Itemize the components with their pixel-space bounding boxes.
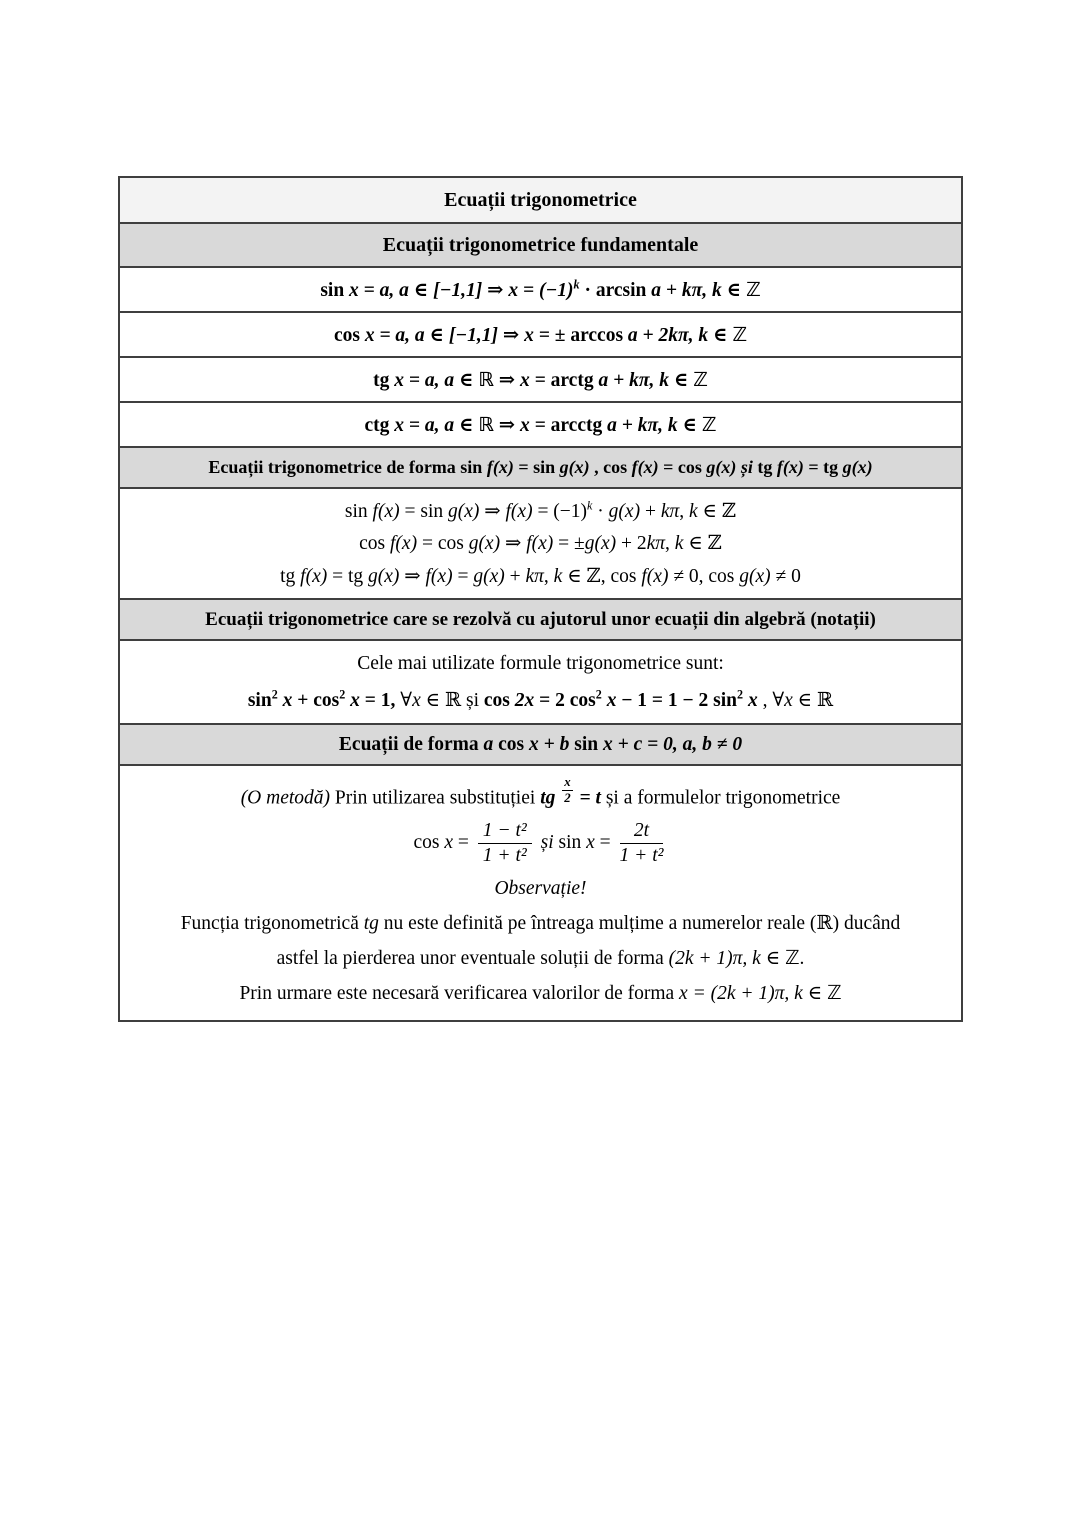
table-title-row — [120, 178, 961, 222]
forma-formulas-cell — [120, 487, 961, 598]
table-title: Ecuații trigonometrice — [444, 188, 637, 211]
formula-row-ctg — [120, 401, 961, 446]
metoda-line: (O metodă) Prin utilizarea substituției tg $\frac{x}{2}$ = t și a formulelor trigonometrice — [240, 775, 841, 809]
formula-sin-fg: sin f(x) = sin g(x) ⇒ $f(x) = (-1)^k \cdot g(x) + k\pi$, k ∈ ℤ — [344, 498, 737, 523]
formula-tg: tg x = a, a ∈ ℝ ⇒ x = arctg a + kπ, k ∈ ℤ — [373, 369, 708, 391]
note-line-2: astfel la pierderea unor eventuale soluții de forma (2k + 1)π, k ∈ ℤ. — [276, 948, 805, 969]
formula-tg-fg: tg f(x) = tg g(x) ⇒ f(x) = g(x) + kπ, k ∈ ℤ, cos f(x) ≠ 0, cos g(x) ≠ 0 — [280, 565, 801, 587]
note-line-1: Funcția trigonometrică tg nu este definită pe întreaga mulțime a numerelor reale (ℝ) ducând — [180, 913, 901, 935]
algebra-formulas-cell — [120, 639, 961, 723]
section-header-fundamentale — [120, 222, 961, 266]
observatie-label: Observație! — [494, 878, 587, 900]
section-header-fundamentale-label: Ecuații trigonometrice fundamentale — [382, 233, 699, 256]
section-header-algebra-label: Ecuații trigonometrice care se rezolvă cu ajutorul unor ecuații din algebră (notații) — [205, 608, 876, 630]
formula-row-sin — [120, 266, 961, 311]
formula-ctg: ctg x = a, a ∈ ℝ ⇒ x = arcctg a + kπ, k ∈ ℤ — [364, 414, 717, 436]
algebra-formula: $\sin^2 x + \cos^2 x = 1$, ∀x ∈ ℝ și cos 2x = 2 $\cos^2 x - 1 = 1 - 2$ $\sin^2 x$ , ∀x ∈ ℝ — [247, 687, 834, 711]
section-header-forma-label: Ecuații trigonometrice de forma sin f(x) = sin g(x) , cos f(x) = cos g(x) și tg f(x) = tg g(x) — [208, 457, 873, 477]
section-header-forma — [120, 446, 961, 487]
formula-row-tg — [120, 356, 961, 401]
algebra-intro: Cele mai utilizate formule trigonometrice sunt: — [357, 652, 724, 674]
formula-cos-fg: cos f(x) = cos g(x) ⇒ f(x) = ±g(x) + 2kπ, k ∈ ℤ — [359, 533, 722, 555]
metoda-cell — [120, 764, 961, 1020]
formula-row-cos — [120, 311, 961, 356]
trig-equations-table — [118, 176, 963, 1022]
section-header-abc-label: Ecuații de forma a cos x + b sin x + c = 0, a, b ≠ 0 — [338, 733, 743, 755]
section-header-abc — [120, 723, 961, 764]
formula-cos: cos x = a, a ∈ [−1,1] ⇒ x = ± arccos a + 2kπ, k ∈ ℤ — [333, 324, 748, 346]
section-header-algebra — [120, 598, 961, 639]
half-angle-fractions: cos x = $\frac{\text{1 − t²}}{\text{1 + t²}}$ și sin x = $\frac{2t}{\text{1 + t²}}$ — [413, 820, 664, 867]
note-line-3: Prin urmare este necesară verificarea valorilor de forma x = (2k + 1)π, k ∈ ℤ — [239, 982, 842, 1004]
formula-sin: sin x = a, a ∈ [−1,1] ⇒ $x = (-1)^k \cdot \arcsin a + k\pi$, k ∈ ℤ — [320, 277, 761, 301]
